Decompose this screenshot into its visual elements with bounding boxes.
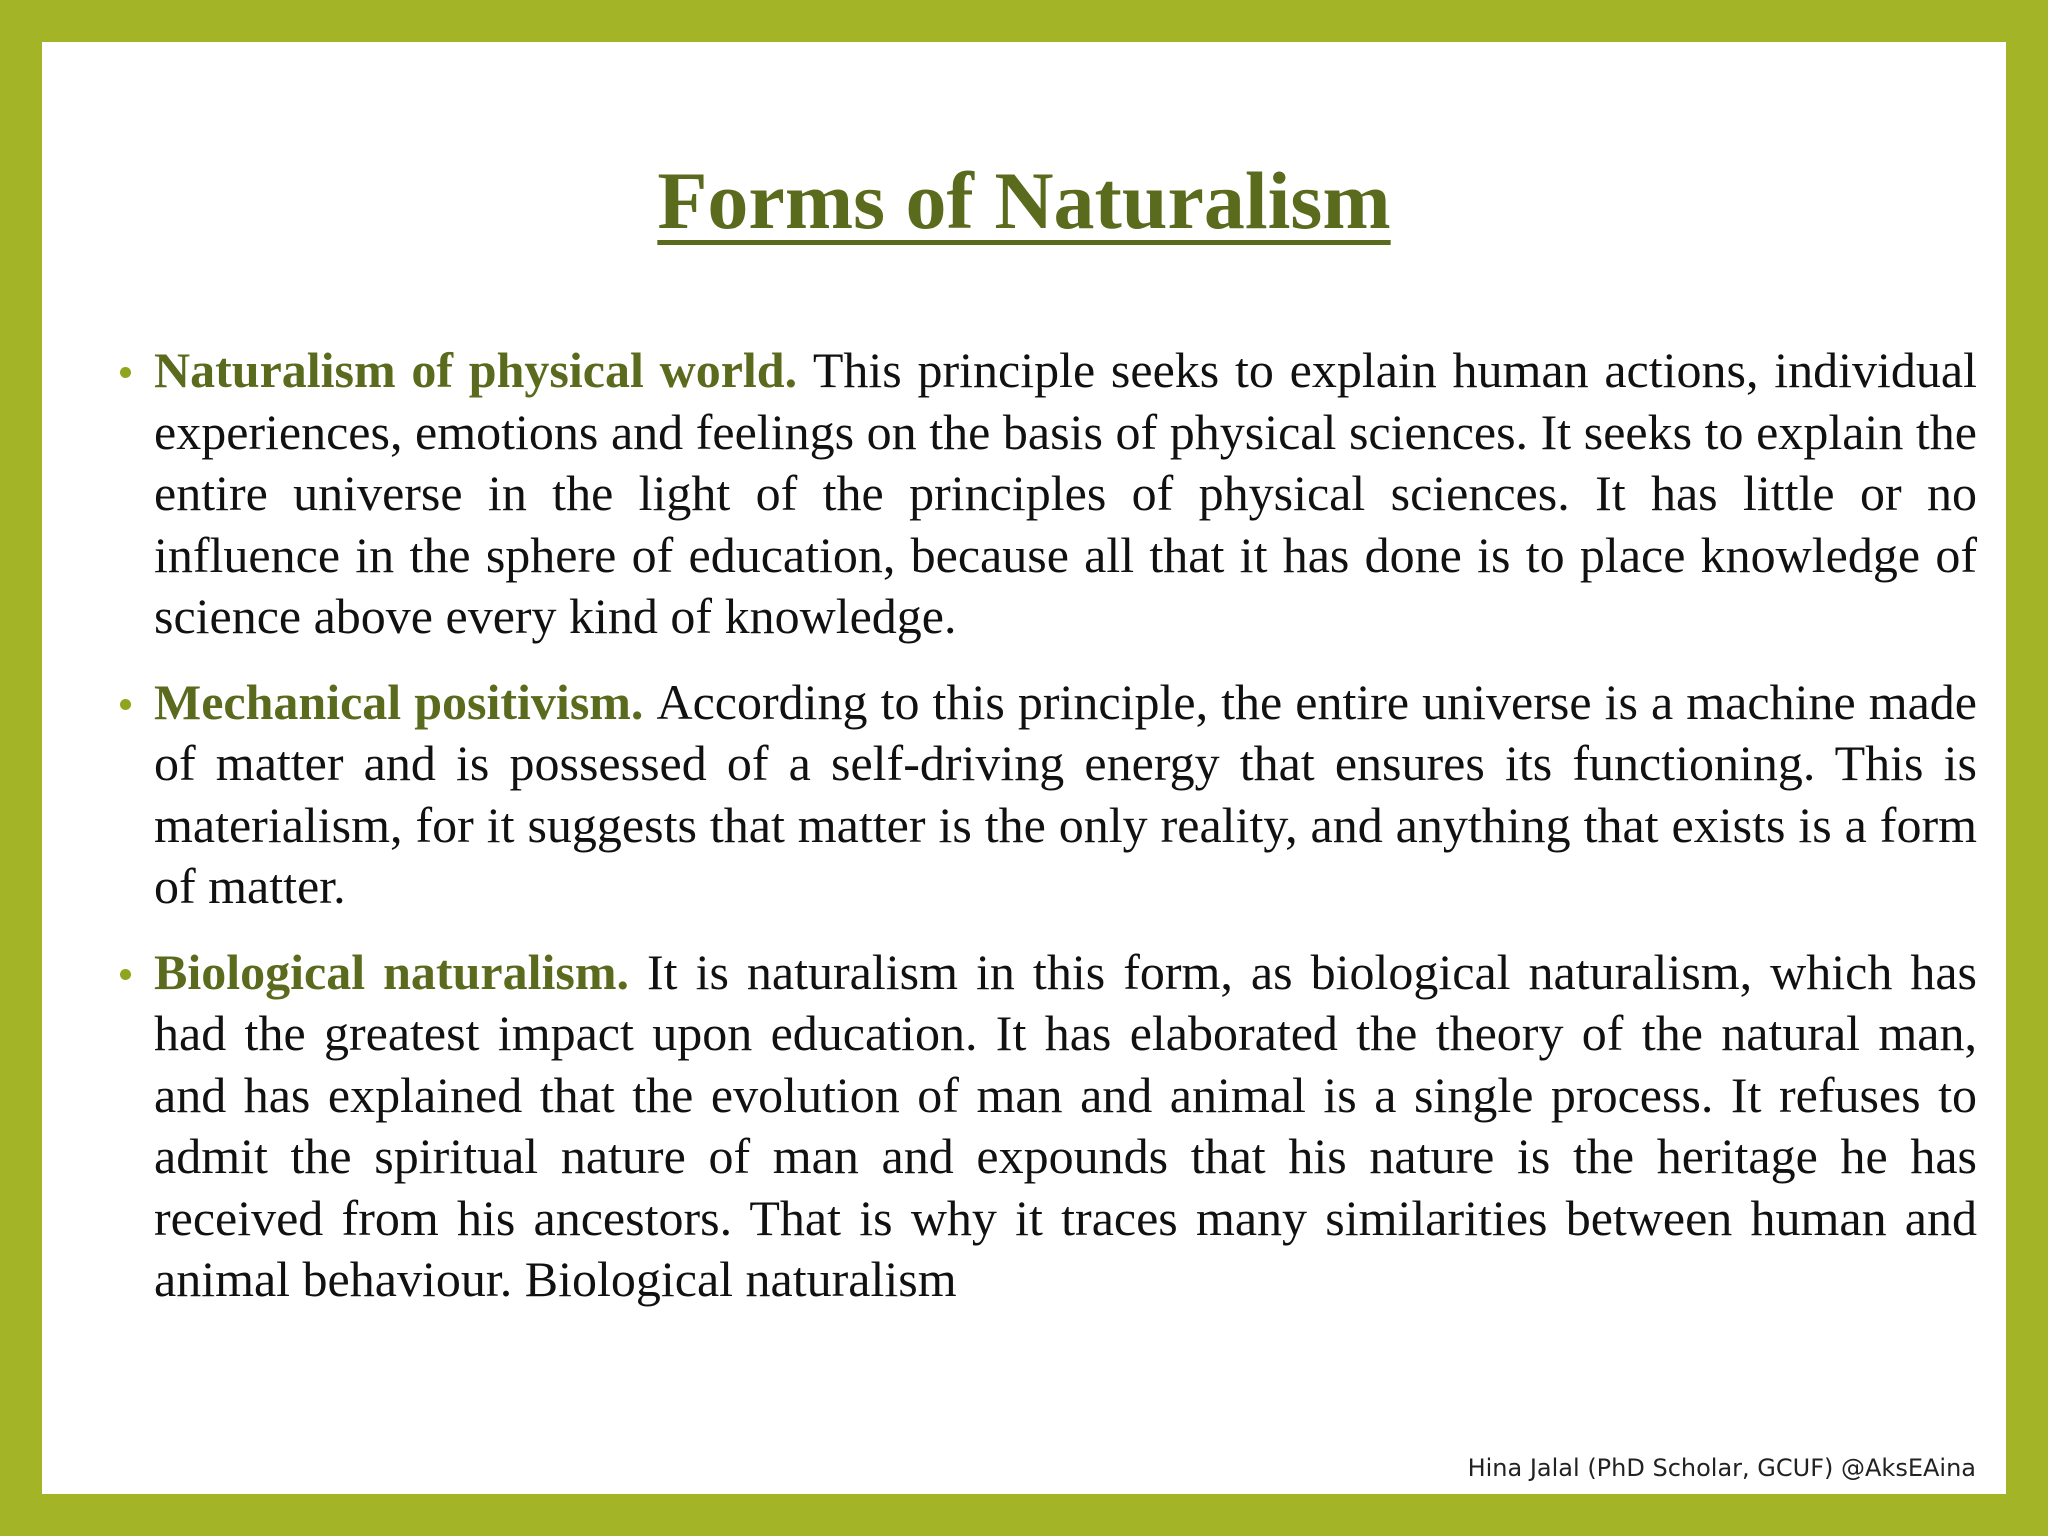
bullet-list	[112, 340, 1977, 1335]
bullet-term: Biological naturalism.	[154, 943, 647, 1000]
bullet-term: Naturalism of physical world.	[154, 342, 813, 398]
bullet-item-mechanical-positivism	[112, 672, 1977, 918]
bullet-item-biological-naturalism	[112, 942, 1977, 1311]
slide-title	[42, 155, 2006, 246]
bullet-term: Mechanical positivism.	[154, 673, 657, 730]
footer-credit: Hina Jalal (PhD Scholar, GCUF) @AksEAina	[1467, 1454, 1976, 1482]
bullet-item-physical-world	[112, 340, 1977, 648]
slide	[42, 42, 2006, 1494]
bullet-text: According to this principle, the entire universe is a machine made of matter and is possessed of a self-driving energy that ensures its functioning. This is materialism, for it suggests that matter is the only reality, and anything that exists is a form of matter.	[154, 673, 1977, 914]
bullet-text: It is naturalism in this form, as biological naturalism, which has had the greatest impact upon education. It has elaborated the theory of the natural man, and has explained that the evolution of man and animal is a single process. It refuses to admit the spiritual nature of man and expounds that his nature is the heritage he has received from his ancestors. That is why it traces many similarities between human and animal behaviour. Biological naturalism	[154, 943, 1977, 1307]
bullet-dot-icon	[120, 969, 131, 980]
slide-title-text: Forms of Naturalism	[657, 155, 1391, 246]
bullet-dot-icon	[120, 699, 131, 710]
bullet-text: This principle seeks to explain human actions, individual experiences, emotions and feelings on the basis of physical sciences. It seeks to explain the entire universe in the light of the principles of physical sciences. It has little or no influence in the sphere of education, because all that it has done is to place knowledge of science above every kind of knowledge.	[154, 342, 1977, 644]
bullet-dot-icon	[120, 367, 131, 378]
